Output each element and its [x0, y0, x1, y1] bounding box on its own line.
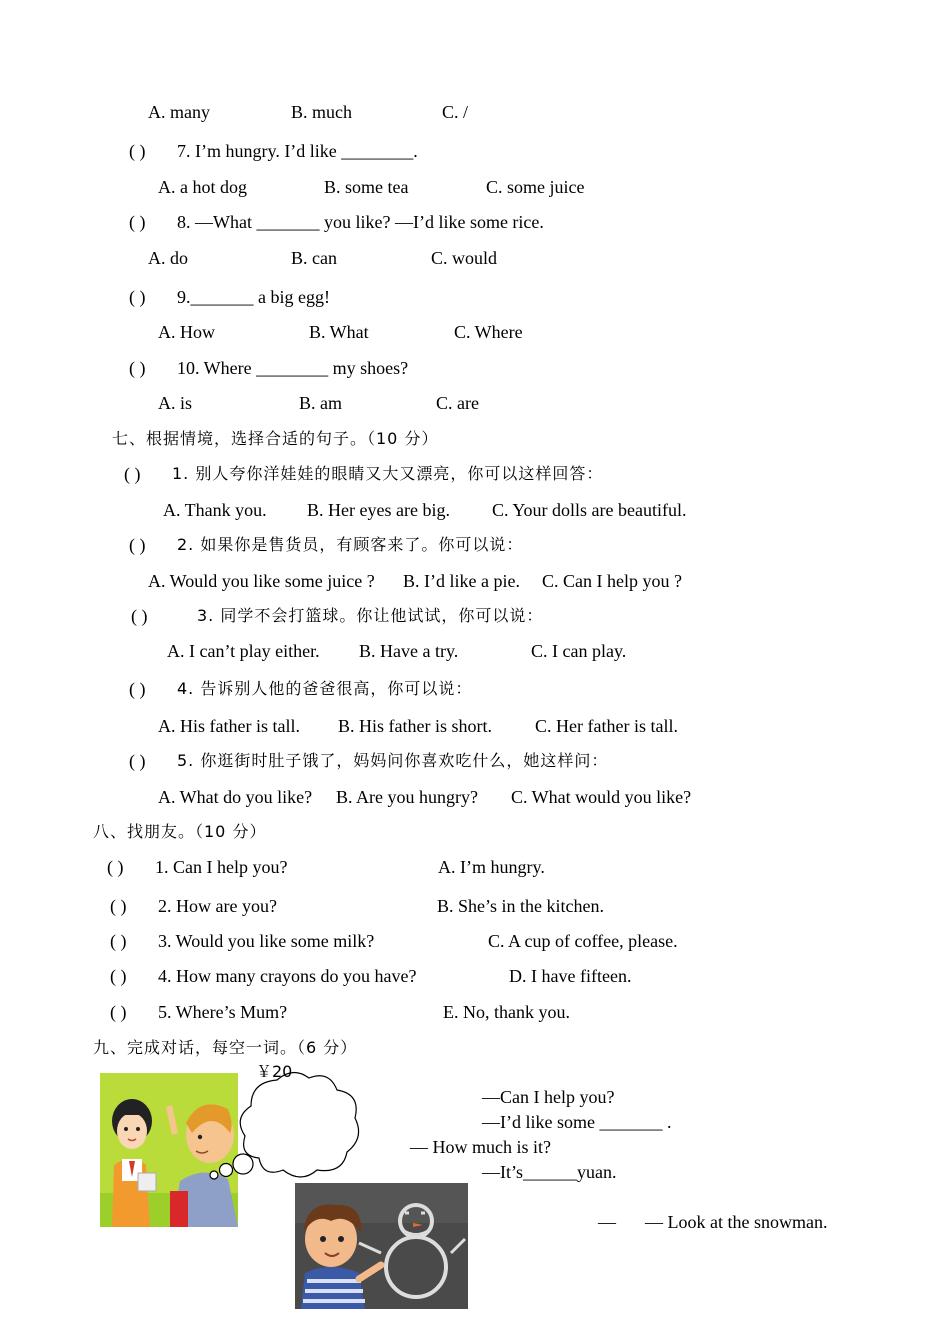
answer-paren: ( )	[129, 751, 146, 771]
match-question: 5. Where’s Mum?	[158, 1002, 288, 1022]
option-a: A. What do you like?	[158, 787, 313, 807]
question-stem: 10. Where ________ my shoes?	[177, 358, 409, 378]
snowman-illustration	[295, 1183, 468, 1309]
section-title: 七、根据情境，选择合适的句子。（10 分）	[112, 429, 439, 448]
answer-paren: ( )	[129, 535, 146, 555]
option-c: C. Her father is tall.	[535, 716, 678, 736]
option-a: A. many	[148, 102, 210, 122]
option-b: B. am	[299, 393, 342, 413]
dialogue-line: —Can I help you?	[482, 1087, 615, 1107]
match-question: 1. Can I help you?	[155, 857, 288, 877]
price-label: ￥20	[256, 1062, 293, 1081]
option-a: A. a hot dog	[158, 177, 247, 197]
option-a: A. I can’t play either.	[167, 641, 320, 661]
question-stem: 5. 你逛街时肚子饿了，妈妈问你喜欢吃什么，她这样问：	[177, 751, 609, 770]
option-c: C. would	[431, 248, 498, 268]
option-c: C. some juice	[486, 177, 585, 197]
answer-paren: ( )	[131, 606, 148, 626]
option-c: C. I can play.	[531, 641, 627, 661]
answer-paren: ( )	[107, 857, 124, 877]
option-b: B. much	[291, 102, 352, 122]
option-b: B. can	[291, 248, 337, 268]
answer-paren: ( )	[110, 966, 127, 986]
answer-paren: ( )	[110, 896, 127, 916]
match-answer: C. A cup of coffee, please.	[488, 931, 678, 951]
match-question: 4. How many crayons do you have?	[158, 966, 417, 986]
match-question: 2. How are you?	[158, 896, 277, 916]
option-b: B. Have a try.	[359, 641, 459, 661]
answer-paren: ( )	[129, 141, 146, 161]
option-a: A. do	[148, 248, 188, 268]
option-a: A. Would you like some juice ?	[148, 571, 375, 591]
match-answer: D. I have fifteen.	[509, 966, 632, 986]
option-b: B. What	[309, 322, 369, 342]
dialogue-line: —I’d like some _______ .	[482, 1112, 672, 1132]
match-answer: A. I’m hungry.	[438, 857, 545, 877]
dialogue-line: —It’s______yuan.	[482, 1162, 617, 1182]
option-b: B. some tea	[324, 177, 409, 197]
option-c: C. are	[436, 393, 479, 413]
option-c: C. /	[442, 102, 469, 122]
option-c: C. Can I help you ?	[542, 571, 682, 591]
match-answer: B. She’s in the kitchen.	[437, 896, 604, 916]
question-stem: 2. 如果你是售货员，有顾客来了。你可以说：	[177, 535, 524, 554]
question-stem: 8. —What _______ you like? —I’d like some rice.	[177, 212, 544, 232]
option-b: B. Are you hungry?	[336, 787, 478, 807]
option-a: A. His father is tall.	[158, 716, 300, 736]
dialogue-line: — How much is it?	[410, 1137, 551, 1157]
answer-paren: ( )	[110, 1002, 127, 1022]
thought-bubble	[205, 1066, 370, 1188]
question-stem: 7. I’m hungry. I’d like ________.	[177, 141, 418, 161]
answer-paren: ( )	[129, 287, 146, 307]
section-title: 九、完成对话，每空一词。（6 分）	[93, 1038, 358, 1057]
question-stem: 9._______ a big egg!	[177, 287, 330, 307]
answer-paren: ( )	[129, 679, 146, 699]
section-title: 八、找朋友。（10 分）	[93, 822, 267, 841]
option-c: C. Where	[454, 322, 523, 342]
option-b: B. I’d like a pie.	[403, 571, 520, 591]
option-c: C. Your dolls are beautiful.	[492, 500, 687, 520]
option-c: C. What would you like?	[511, 787, 692, 807]
option-b: B. Her eyes are big.	[307, 500, 450, 520]
answer-paren: ( )	[124, 464, 141, 484]
dialogue-line: — Look at the snowman.	[645, 1212, 828, 1232]
option-a: A. How	[158, 322, 215, 342]
question-stem: 4. 告诉别人他的爸爸很高，你可以说：	[177, 679, 473, 698]
option-a: A. Thank you.	[163, 500, 267, 520]
answer-paren: ( )	[110, 931, 127, 951]
question-stem: 1. 别人夸你洋娃娃的眼睛又大又漂亮，你可以这样回答：	[172, 464, 604, 483]
dialogue-dash: —	[598, 1212, 616, 1232]
match-question: 3. Would you like some milk?	[158, 931, 375, 951]
option-b: B. His father is short.	[338, 716, 492, 736]
match-answer: E. No, thank you.	[443, 1002, 570, 1022]
answer-paren: ( )	[129, 358, 146, 378]
option-a: A. is	[158, 393, 193, 413]
answer-paren: ( )	[129, 212, 146, 232]
question-stem: 3. 同学不会打篮球。你让他试试，你可以说：	[197, 606, 544, 625]
